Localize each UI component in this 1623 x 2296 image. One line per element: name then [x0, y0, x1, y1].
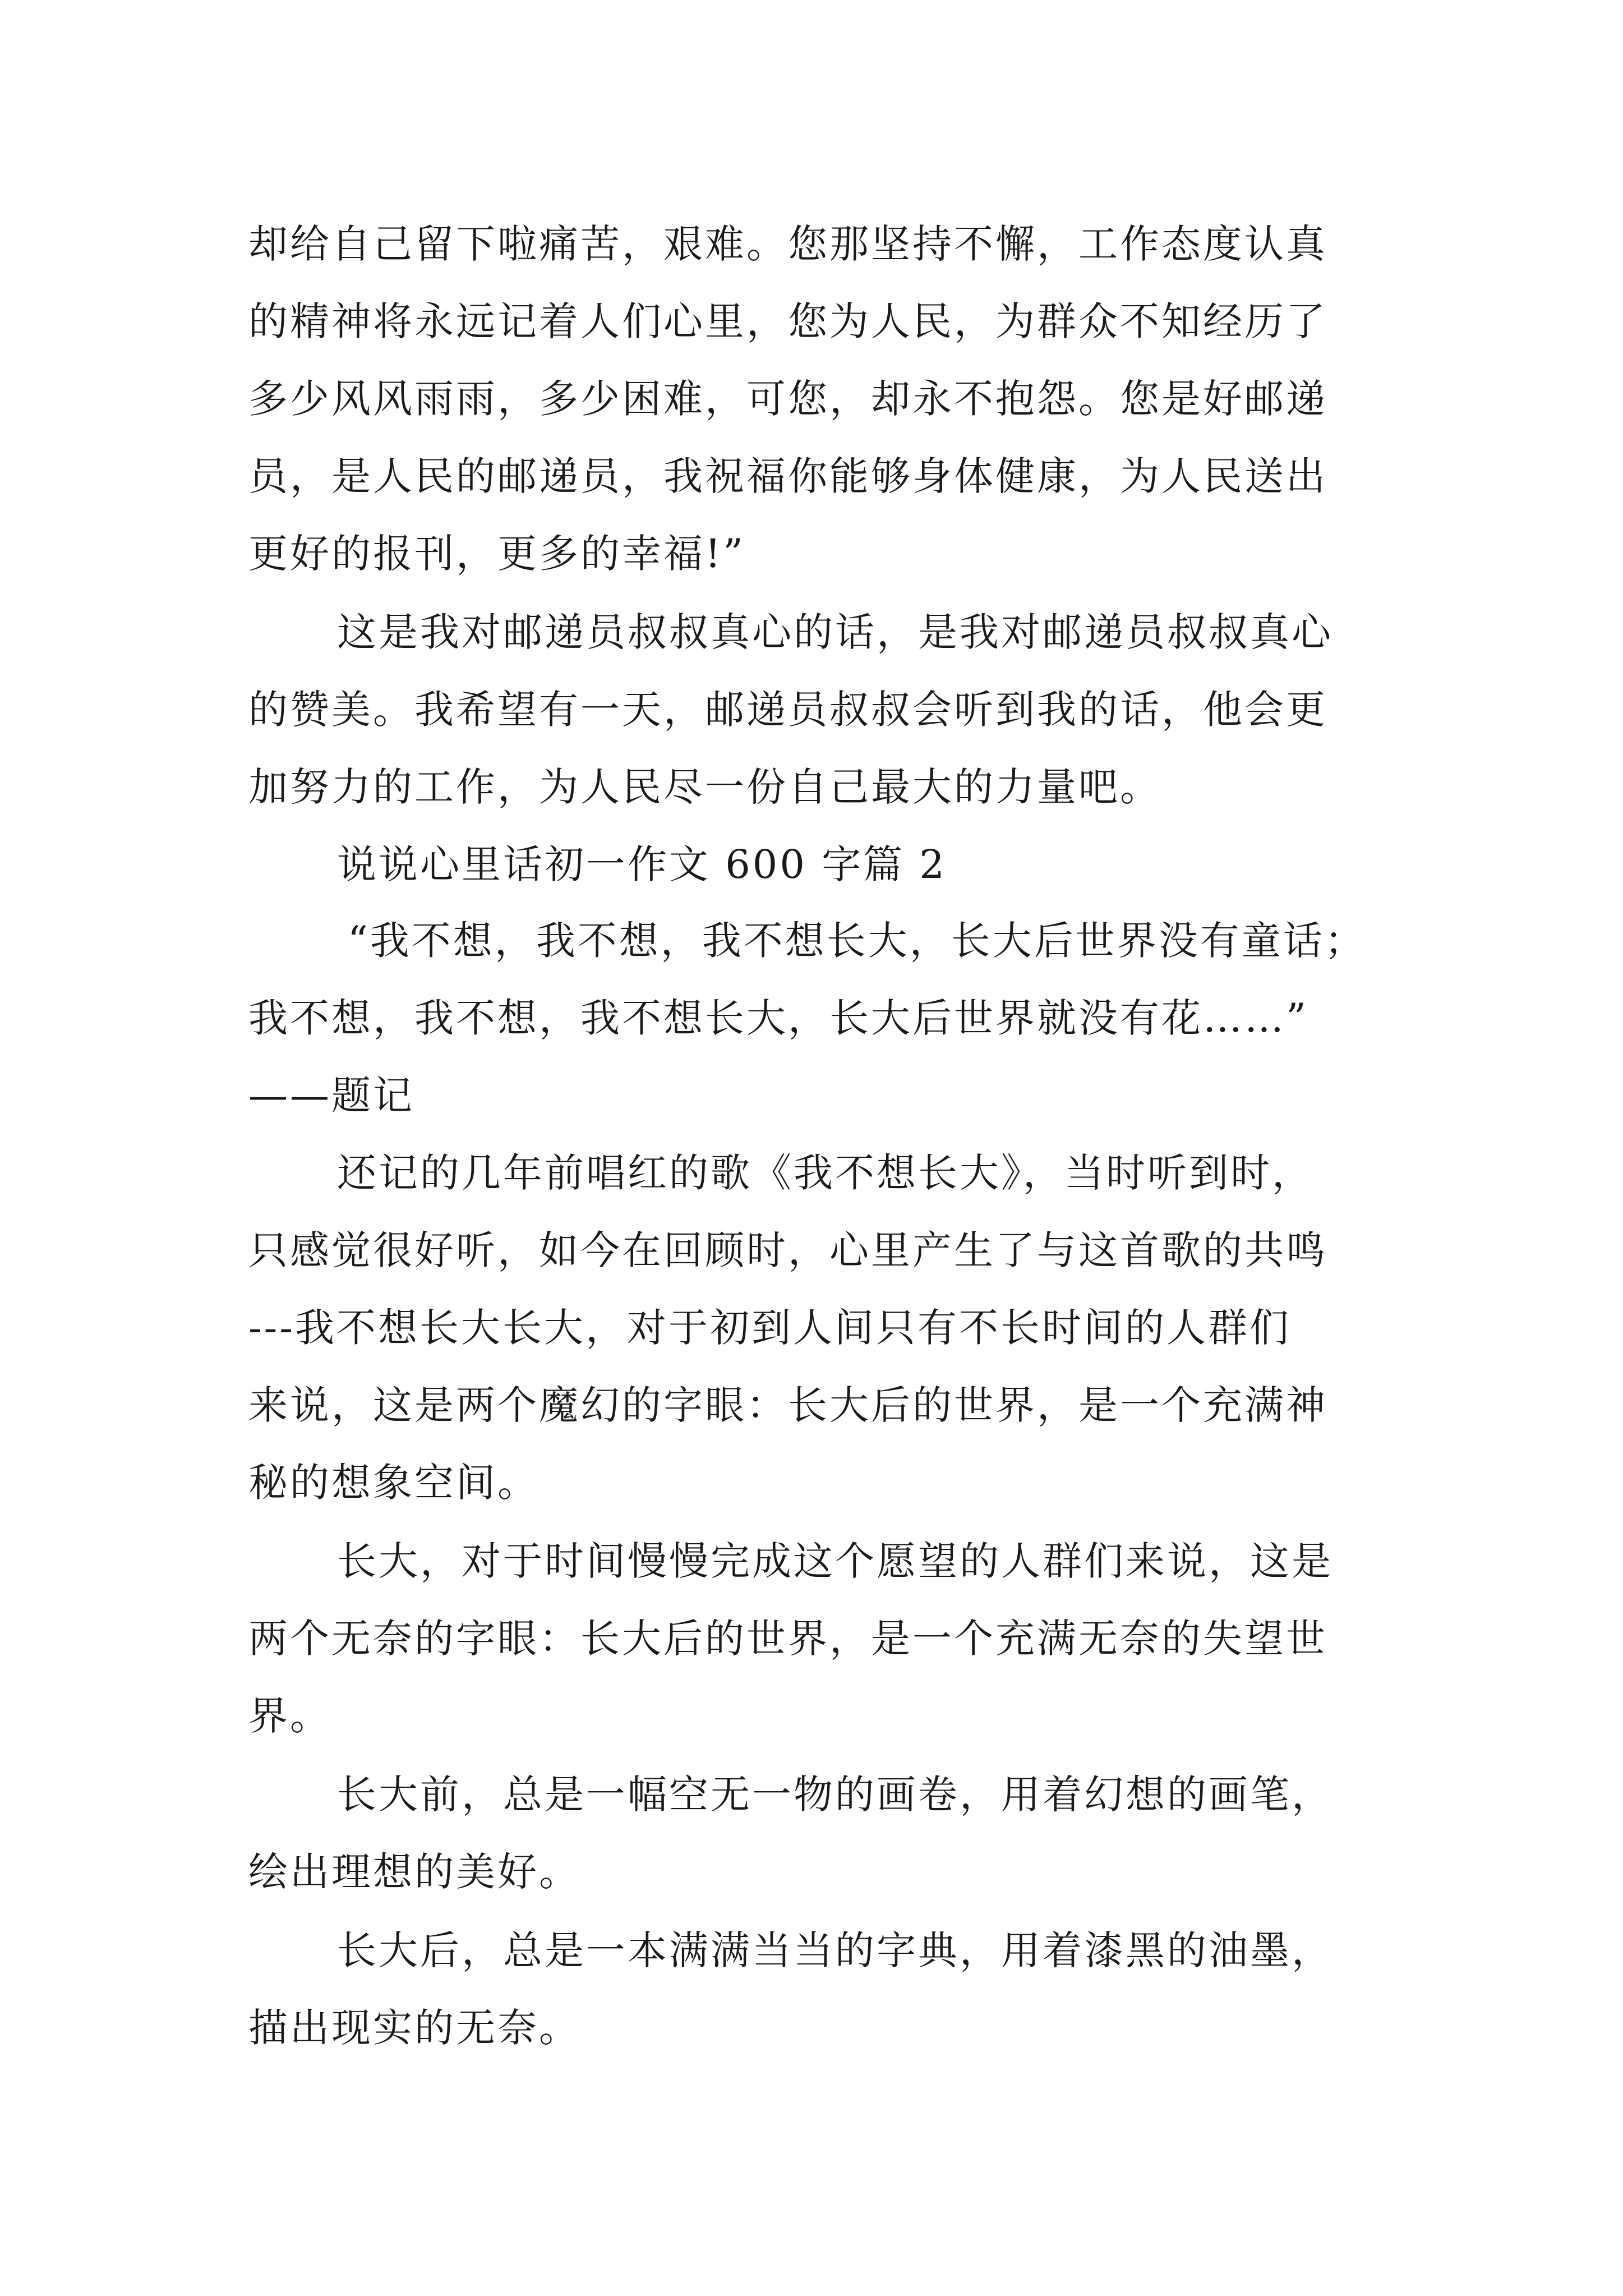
text-line: 来说，这是两个魔幻的字眼：长大后的世界，是一个充满神 — [248, 1382, 1327, 1428]
paragraph-start-line: 长大后，总是一本满满当当的字典，用着漆黑的油墨， — [337, 1927, 1333, 1973]
section-heading: 说说心里话初一作文 600 字篇 2 — [337, 841, 947, 887]
text-line: ---我不想长大长大，对于初到人间只有不长时间的人群们 — [248, 1305, 1291, 1351]
text-line: 绘出理想的美好。 — [248, 1849, 580, 1895]
epigraph-attribution: ——题记 — [248, 1073, 414, 1119]
text-line: 的精神将永远记着人们心里，您为人民，为群众不知经历了 — [248, 298, 1327, 344]
text-line: 界。 — [248, 1693, 331, 1739]
text-line: 描出现实的无奈。 — [248, 2005, 580, 2051]
quote-line: “我不想，我不想，我不想长大，长大后世界没有童话； — [348, 918, 1366, 964]
text-line: 的赞美。我希望有一天，邮递员叔叔会听到我的话，他会更 — [248, 687, 1327, 733]
paragraph-start-line: 长大前，总是一幅空无一物的画卷，用着幻想的画笔， — [337, 1772, 1333, 1818]
paragraph-start-line: 这是我对邮递员叔叔真心的话，是我对邮递员叔叔真心 — [337, 609, 1333, 655]
quote-line: 我不想，我不想，我不想长大，长大后世界就没有花……” — [248, 995, 1308, 1041]
text-line: 却给自己留下啦痛苦，艰难。您那坚持不懈，工作态度认真 — [248, 221, 1327, 267]
text-line: 员，是人民的邮递员，我祝福你能够身体健康，为人民送出 — [248, 453, 1327, 499]
text-line: 更好的报刊，更多的幸福!” — [248, 531, 745, 577]
text-line: 两个无奈的字眼：长大后的世界，是一个充满无奈的失望世 — [248, 1616, 1327, 1662]
text-line: 只感觉很好听，如今在回顾时，心里产生了与这首歌的共鸣 — [248, 1227, 1327, 1273]
text-line: 加努力的工作，为人民尽一份自己最大的力量吧。 — [248, 764, 1161, 810]
paragraph-start-line: 还记的几年前唱红的歌《我不想长大》，当时听到时， — [337, 1150, 1313, 1196]
text-line: 多少风风雨雨，多少困难，可您，却永不抱怨。您是好邮递 — [248, 376, 1327, 422]
paragraph-start-line: 长大，对于时间慢慢完成这个愿望的人群们来说，这是 — [337, 1538, 1333, 1584]
text-line: 秘的想象空间。 — [248, 1460, 539, 1506]
